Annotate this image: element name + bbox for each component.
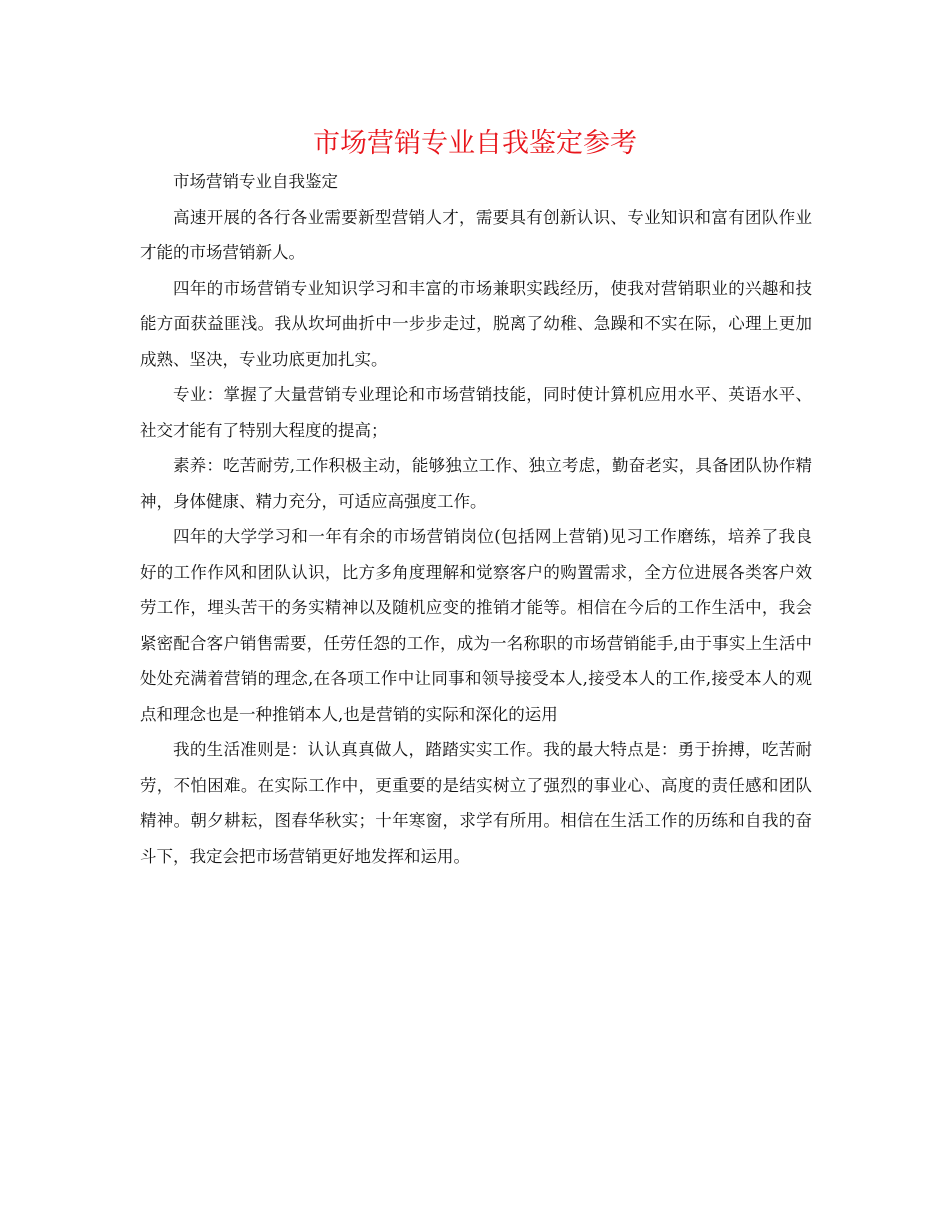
paragraph-professional: 专业：掌握了大量营销专业理论和市场营销技能，同时使计算机应用水平、英语水平、社交才能有了特别大程度的提高；: [140, 385, 812, 440]
paragraph-experience: 四年的市场营销专业知识学习和丰富的市场兼职实践经历，使我对营销职业的兴趣和技能方面获益匪浅。我从坎坷曲折中一步步走过，脱离了幼稚、急躁和不实在际，心理上更加成熟、坚决，专业功底更加扎实。: [140, 278, 812, 369]
document-title: 市场营销专业自我鉴定参考: [313, 128, 637, 159]
paragraph-quality: 素养：吃苦耐劳,工作积极主动，能够独立工作、独立考虑，勤奋老实，具备团队协作精神，身体健康、精力充分，可适应高强度工作。: [140, 456, 812, 511]
paragraph-internship: 四年的大学学习和一年有余的市场营销岗位(包括网上营销)见习工作磨练，培养了我良好的工作作风和团队认识，比方多角度理解和觉察客户的购置需求，全方位进展各类客户效劳工作，埋头苦干的务实精神以及随机应变的推销才能等。相信在今后的工作生活中，我会紧密配合客户销售需要，任劳任怨的工作，成为一名称职的市场营销能手,由于事实上生活中处处充满着营销的理念,在各项工作中让同事和领导接受本人,接受本人的工作,接受本人的观点和理念也是一种推销本人,也是营销的实际和深化的运用: [140, 527, 812, 724]
paragraph-principles: 我的生活准则是：认认真真做人，踏踏实实工作。我的最大特点是：勇于拚搏，吃苦耐劳，不怕困难。在实际工作中，更重要的是结实树立了强烈的事业心、高度的责任感和团队精神。朝夕耕耘，图春华秋实；十年寒窗，求学有所用。相信在生活工作的历练和自我的奋斗下，我定会把市场营销更好地发挥和运用。: [140, 740, 812, 866]
document-body: [140, 164, 812, 874]
paragraph-intro: 高速开展的各行各业需要新型营销人才，需要具有创新认识、专业知识和富有团队作业才能的市场营销新人。: [140, 207, 812, 262]
paragraph-subtitle: 市场营销专业自我鉴定: [173, 172, 338, 191]
